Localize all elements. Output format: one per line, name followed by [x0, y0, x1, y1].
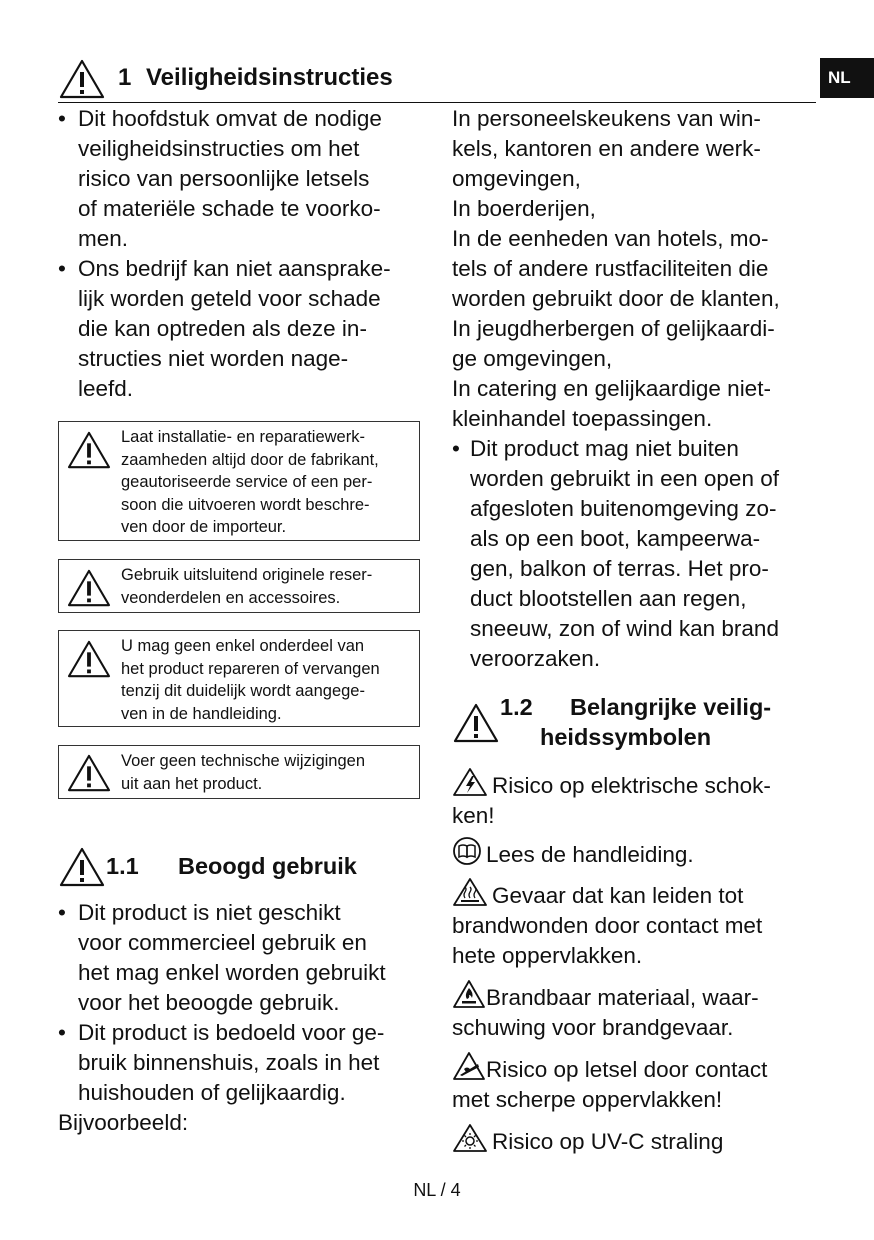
outdoor-bullet-list	[452, 434, 824, 674]
text-line: gen, balkon of terras. Het pro-	[470, 556, 769, 581]
manual-book-icon	[452, 836, 482, 866]
text-line: veonderdelen en accessoires.	[121, 588, 341, 607]
text-line: Gebruik uitsluitend originele reser-	[121, 566, 373, 584]
text-line: lijk worden geteld voor schade	[78, 286, 381, 311]
warning-box	[58, 745, 420, 799]
warning-text	[121, 426, 419, 539]
warning-triangle-icon	[65, 430, 113, 470]
text-line: duct blootstellen aan regen,	[470, 586, 747, 611]
text-line: veiligheidsinstructies om het	[78, 136, 360, 161]
text-line: ven door de importeur.	[121, 518, 287, 536]
text-line: het product repareren of vervangen	[121, 659, 380, 678]
text-line: U mag geen enkel onderdeel van	[121, 637, 365, 655]
symbol-text: Lees de handleiding.	[486, 842, 694, 867]
symbol-text: Gevaar dat kan leiden tot	[492, 883, 744, 908]
symbol-list	[452, 767, 824, 1157]
warning-triangle-icon	[58, 846, 106, 888]
text-line: • Dit product is bedoeld voor ge-	[78, 1020, 385, 1045]
symbol-entry	[452, 979, 824, 1043]
right-column	[452, 104, 824, 674]
symbol-entry	[452, 1051, 824, 1115]
text-line: veroorzaken.	[470, 646, 601, 671]
chapter-number: 1	[118, 64, 132, 91]
warning-box	[58, 421, 420, 541]
text-line: zaamheden altijd door de fabrikant,	[121, 450, 379, 469]
symbol-text: schuwing voor brandgevaar.	[452, 1015, 734, 1040]
text-line: In de eenheden van hotels, mo-	[452, 226, 769, 251]
section-title: Belangrijke veilig-	[570, 694, 772, 720]
hot-surface-icon	[452, 877, 488, 907]
list-item	[58, 1018, 428, 1108]
symbol-text: Risico op elektrische schok-	[492, 773, 771, 798]
symbol-text: hete oppervlakken.	[452, 943, 643, 968]
section-1-1-body	[58, 898, 428, 1138]
symbol-text: Brandbaar materiaal, waar-	[486, 985, 759, 1010]
electric-shock-icon	[452, 767, 488, 797]
text-line: In boerderijen,	[452, 196, 596, 221]
text-line: als op een boot, kampeerwa-	[470, 526, 761, 551]
text-line: tels of andere rustfaciliteiten die	[452, 256, 769, 281]
symbol-text: brandwonden door contact met	[452, 913, 763, 938]
warning-triangle-icon	[452, 702, 500, 744]
language-tab: NL	[820, 58, 874, 98]
text-line: die kan optreden als deze in-	[78, 316, 367, 341]
text-line: tenzij dit duidelijk wordt aangege-	[121, 682, 365, 700]
left-column	[58, 104, 428, 404]
text-line: voor het beoogde gebruik.	[78, 990, 340, 1015]
warning-triangle-icon	[65, 753, 113, 793]
text-line: kels, kantoren en andere werk-	[452, 136, 761, 161]
text-line: sneeuw, zon of wind kan brand	[470, 616, 779, 641]
symbol-text: ken!	[452, 803, 495, 828]
list-item	[452, 434, 824, 674]
flammable-icon	[452, 979, 486, 1009]
example-label: Bijvoorbeeld:	[58, 1110, 189, 1135]
text-line: In catering en gelijkaardige niet-	[452, 376, 771, 401]
symbol-text: Risico op letsel door contact	[486, 1057, 768, 1082]
text-line: afgesloten buitenomgeving zo-	[470, 496, 777, 521]
section-number: 1.2	[500, 694, 533, 720]
chapter-title: Veiligheidsinstructies	[146, 64, 393, 91]
uv-radiation-icon	[452, 1123, 488, 1153]
text-line: • Dit product mag niet buiten	[470, 436, 739, 461]
symbol-entry	[452, 767, 824, 831]
warning-box	[58, 559, 420, 613]
text-line: kleinhandel toepassingen.	[452, 406, 713, 431]
text-line: worden gebruikt in een open of	[470, 466, 779, 491]
usage-bullet-list	[58, 898, 428, 1108]
intro-bullet-list	[58, 104, 428, 404]
text-line: huishouden of gelijkaardig.	[78, 1080, 346, 1105]
text-line: soon die uitvoeren wordt beschre-	[121, 495, 370, 514]
text-line: geautoriseerde service of een per-	[121, 473, 373, 491]
text-line: omgevingen,	[452, 166, 581, 191]
warning-text	[121, 635, 419, 725]
symbol-entry	[452, 1123, 824, 1157]
symbol-entry	[452, 836, 824, 870]
section-title: Beoogd gebruik	[178, 853, 357, 879]
text-line: voor commercieel gebruik en	[78, 930, 367, 955]
text-line: • Dit hoofdstuk omvat de nodige	[78, 106, 382, 131]
warning-triangle-icon	[58, 58, 106, 100]
warning-text	[121, 564, 419, 609]
text-line: • Ons bedrijf kan niet aansprake-	[78, 256, 391, 281]
text-line: ge omgevingen,	[452, 346, 613, 371]
text-line: Laat installatie- en reparatiewerk-	[121, 428, 365, 446]
text-line: leefd.	[78, 376, 134, 401]
warning-triangle-icon	[65, 568, 113, 608]
list-item	[58, 104, 428, 254]
text-line: ven in de handleiding.	[121, 704, 282, 723]
symbol-text: Risico op UV-C straling	[492, 1129, 724, 1154]
text-line: uit aan het product.	[121, 774, 263, 793]
sharp-edge-icon	[452, 1051, 486, 1081]
symbol-text: met scherpe oppervlakken!	[452, 1087, 723, 1112]
text-line: • Dit product is niet geschikt	[78, 900, 341, 925]
text-line: structies niet worden nage-	[78, 346, 349, 371]
text-line: risico van persoonlijke letsels	[78, 166, 370, 191]
symbol-entry	[452, 877, 824, 971]
text-line: bruik binnenshuis, zoals in het	[78, 1050, 380, 1075]
text-line: het mag enkel worden gebruikt	[78, 960, 386, 985]
list-item	[58, 898, 428, 1018]
section-title: heidssymbolen	[540, 724, 712, 750]
text-line: In personeelskeukens van win-	[452, 106, 761, 131]
header-rule	[58, 102, 816, 103]
text-line: Voer geen technische wijzigingen	[121, 752, 365, 770]
text-line: In jeugdherbergen of gelijkaardi-	[452, 316, 775, 341]
section-number: 1.1	[106, 853, 139, 879]
warning-triangle-icon	[65, 639, 113, 679]
text-line: men.	[78, 226, 129, 251]
text-line: worden gebruikt door de klanten,	[452, 286, 780, 311]
list-item	[58, 254, 428, 404]
warning-text	[121, 750, 419, 795]
warning-box	[58, 630, 420, 727]
page-number: NL / 4	[413, 1180, 461, 1200]
text-line: of materiële schade te voorko-	[78, 196, 381, 221]
